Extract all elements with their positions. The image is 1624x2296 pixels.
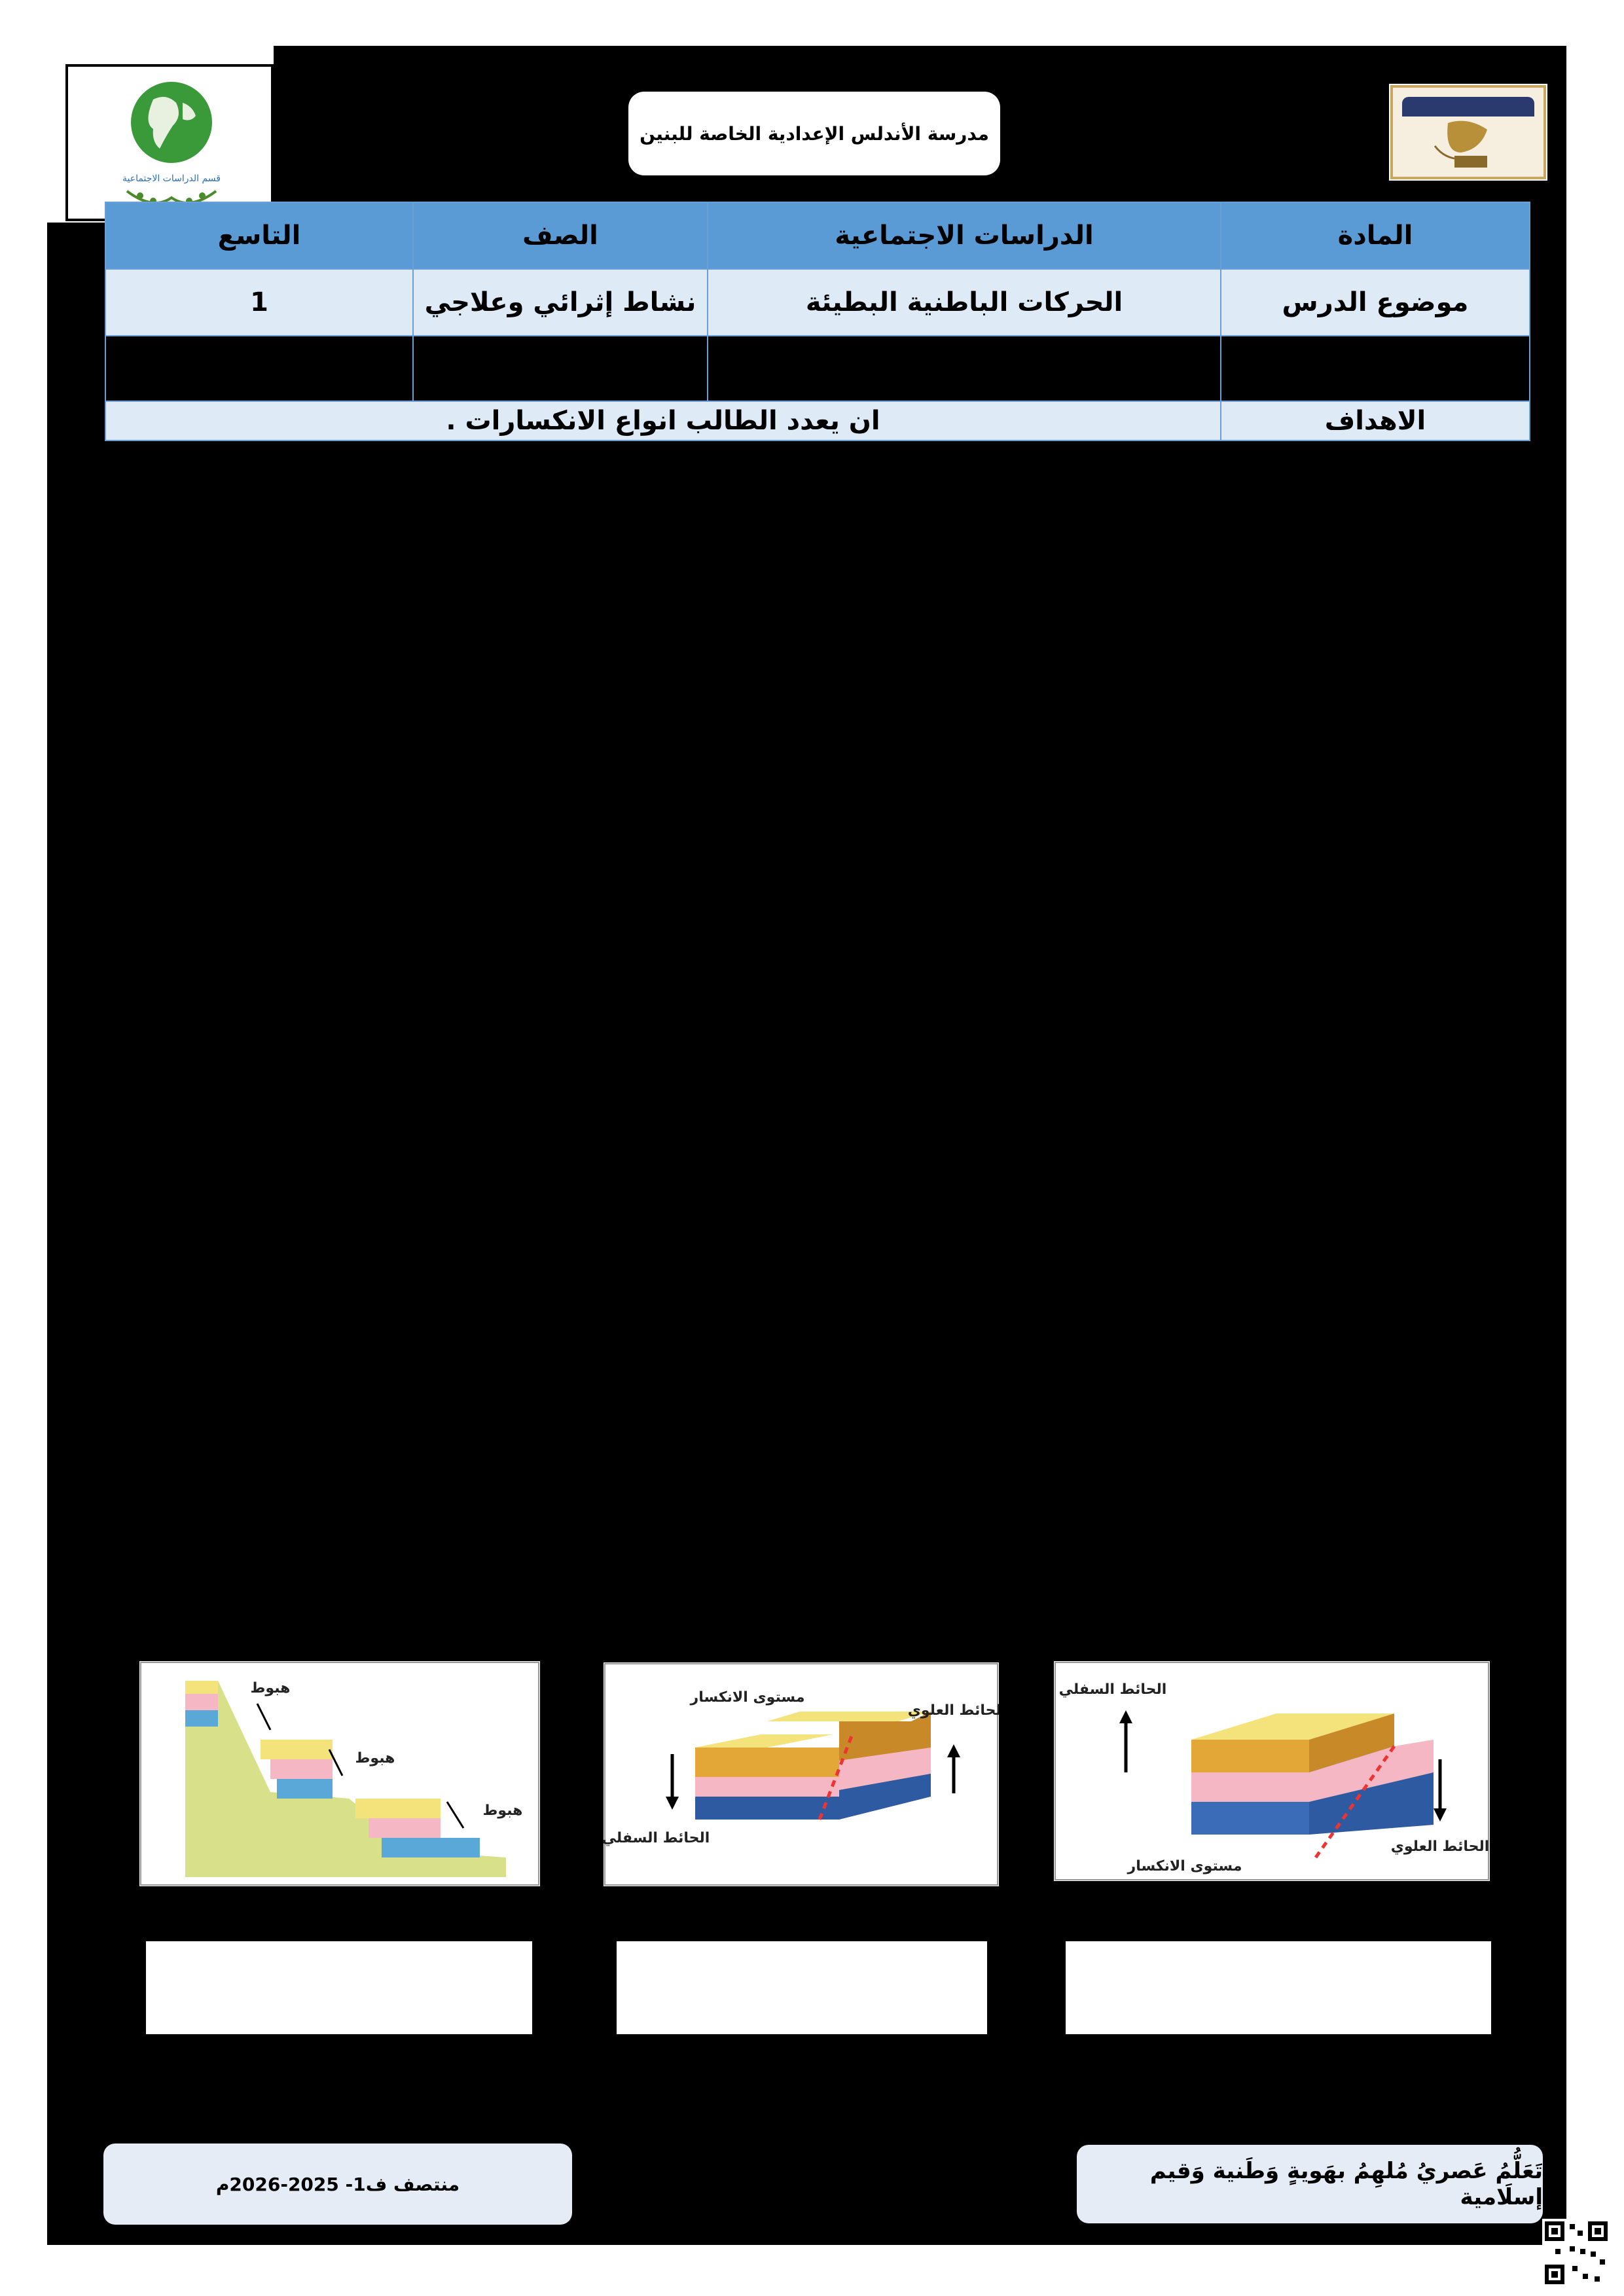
table-row bbox=[105, 336, 1530, 401]
redacted-cell bbox=[1221, 336, 1530, 401]
goals-value: ان يعدد الطالب انواع الانكسارات . bbox=[105, 401, 1221, 440]
lesson-info-table bbox=[105, 202, 1530, 441]
topic-value: الحركات الباطنية البطيئة bbox=[708, 269, 1221, 336]
fig2-label-top-right: الحائط العلوي bbox=[907, 1702, 999, 1719]
activity-type: نشاط إثرائي وعلاجي bbox=[413, 269, 708, 336]
redacted-cell bbox=[105, 336, 413, 401]
fig3-label-drop-3: هبوط bbox=[482, 1803, 523, 1819]
footer-slogan-box bbox=[1077, 2145, 1543, 2223]
table-row bbox=[105, 269, 1530, 336]
answer-box-3[interactable] bbox=[146, 1941, 532, 2034]
fault-diagram-step bbox=[139, 1661, 540, 1886]
fig3-label-drop-2: هبوط bbox=[355, 1750, 395, 1767]
fault-diagram-normal bbox=[604, 1662, 999, 1886]
school-emblem bbox=[1389, 84, 1547, 181]
redacted-cell bbox=[413, 336, 708, 401]
fig1-label-plane: مستوى الانكسار bbox=[1127, 1858, 1242, 1874]
fault-diagram-reverse bbox=[1054, 1661, 1490, 1881]
fig1-label-top: الحائط السفلي bbox=[1058, 1681, 1167, 1698]
fig2-label-plane: مستوى الانكسار bbox=[690, 1689, 805, 1706]
qr-code-icon bbox=[1542, 2219, 1610, 2287]
fig1-label-bottom: الحائط العلوي bbox=[1390, 1839, 1490, 1855]
answer-box-1[interactable] bbox=[1066, 1941, 1491, 2034]
globe-logo bbox=[114, 77, 228, 214]
grade-value: التاسع bbox=[105, 202, 413, 269]
footer-semester-box bbox=[103, 2144, 572, 2225]
school-name: مدرسة الأندلس الإعدادية الخاصة للبنين bbox=[640, 122, 989, 145]
fig3-label-drop-1: هبوط bbox=[250, 1680, 291, 1696]
fig2-label-bottom-left: الحائط السفلي bbox=[604, 1830, 710, 1846]
activity-number: 1 bbox=[105, 269, 413, 336]
footer-semester: منتصف ف1- 2025-2026م bbox=[215, 2173, 460, 2195]
school-name-box bbox=[628, 92, 1000, 175]
subject-value: الدراسات الاجتماعية bbox=[708, 202, 1221, 269]
grade-label: الصف bbox=[413, 202, 708, 269]
table-row bbox=[105, 202, 1530, 269]
redacted-cell bbox=[708, 336, 1221, 401]
goals-label: الاهداف bbox=[1221, 401, 1530, 440]
topic-label: موضوع الدرس bbox=[1221, 269, 1530, 336]
department-logo-box bbox=[65, 64, 274, 221]
subject-label: المادة bbox=[1221, 202, 1530, 269]
table-row bbox=[105, 401, 1530, 440]
footer-slogan: تَعَلُّمُ عَصريُ مُلهِمُ بهَويةٍ وَطَنية وَقيم إسلَامية bbox=[1149, 2158, 1543, 2210]
logo-caption: قسم الدراسات الاجتماعية bbox=[122, 173, 221, 184]
answer-box-2[interactable] bbox=[617, 1941, 987, 2034]
